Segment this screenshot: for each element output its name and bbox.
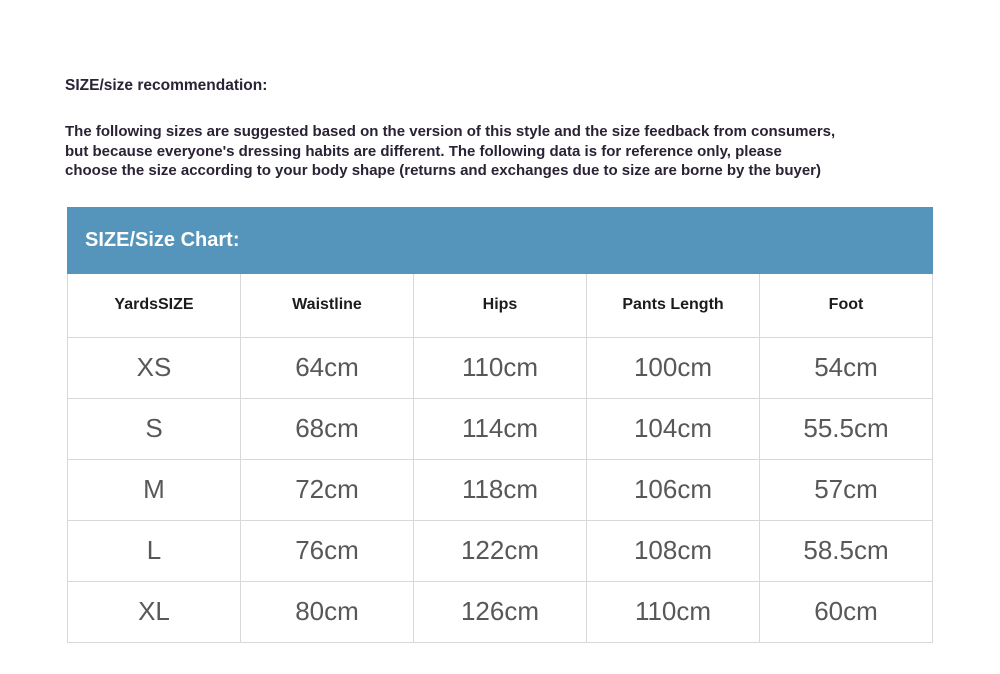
column-header-foot: Foot: [760, 274, 933, 337]
cell-foot: 58.5cm: [760, 520, 933, 581]
cell-pants-length: 104cm: [587, 398, 760, 459]
table-row: [68, 520, 933, 581]
cell-foot: 55.5cm: [760, 398, 933, 459]
cell-size: M: [68, 459, 241, 520]
column-header-yardssize: YardsSIZE: [68, 274, 241, 337]
table-row: [68, 337, 933, 398]
column-header-waistline: Waistline: [241, 274, 414, 337]
cell-pants-length: 106cm: [587, 459, 760, 520]
cell-pants-length: 110cm: [587, 581, 760, 642]
cell-waistline: 68cm: [241, 398, 414, 459]
size-recommendation-text-line: choose the size according to your body shape (returns and exchanges due to size are borne by the buyer): [65, 162, 822, 179]
cell-foot: 57cm: [760, 459, 933, 520]
size-chart: [67, 207, 933, 643]
cell-waistline: 80cm: [241, 581, 414, 642]
column-header-hips: Hips: [414, 274, 587, 337]
cell-waistline: 72cm: [241, 459, 414, 520]
size-chart-table: [67, 274, 933, 643]
cell-foot: 60cm: [760, 581, 933, 642]
cell-waistline: 76cm: [241, 520, 414, 581]
cell-size: L: [68, 520, 241, 581]
cell-hips: 118cm: [414, 459, 587, 520]
size-recommendation-text-line: but because everyone's dressing habits are different. The following data is for reference only, please: [65, 142, 782, 160]
table-row: [68, 398, 933, 459]
cell-size: XS: [68, 337, 241, 398]
cell-hips: 114cm: [414, 398, 587, 459]
cell-size: XL: [68, 581, 241, 642]
table-row: [68, 581, 933, 642]
cell-waistline: 64cm: [241, 337, 414, 398]
table-row: [68, 459, 933, 520]
cell-pants-length: 100cm: [587, 337, 760, 398]
size-recommendation-text-line: The following sizes are suggested based on the version of this style and the size feedback from consumers,: [65, 123, 836, 140]
cell-size: S: [68, 398, 241, 459]
column-header-pants-length: Pants Length: [587, 274, 760, 337]
cell-foot: 54cm: [760, 337, 933, 398]
cell-hips: 122cm: [414, 520, 587, 581]
size-recommendation-paragraph: [65, 122, 835, 181]
cell-hips: 110cm: [414, 337, 587, 398]
size-chart-title-bar: [67, 207, 933, 274]
cell-hips: 126cm: [414, 581, 587, 642]
size-chart-title: SIZE/Size Chart:: [85, 229, 240, 251]
size-recommendation-heading: SIZE/size recommendation:: [65, 77, 268, 94]
header-row: [68, 274, 933, 337]
cell-pants-length: 108cm: [587, 520, 760, 581]
